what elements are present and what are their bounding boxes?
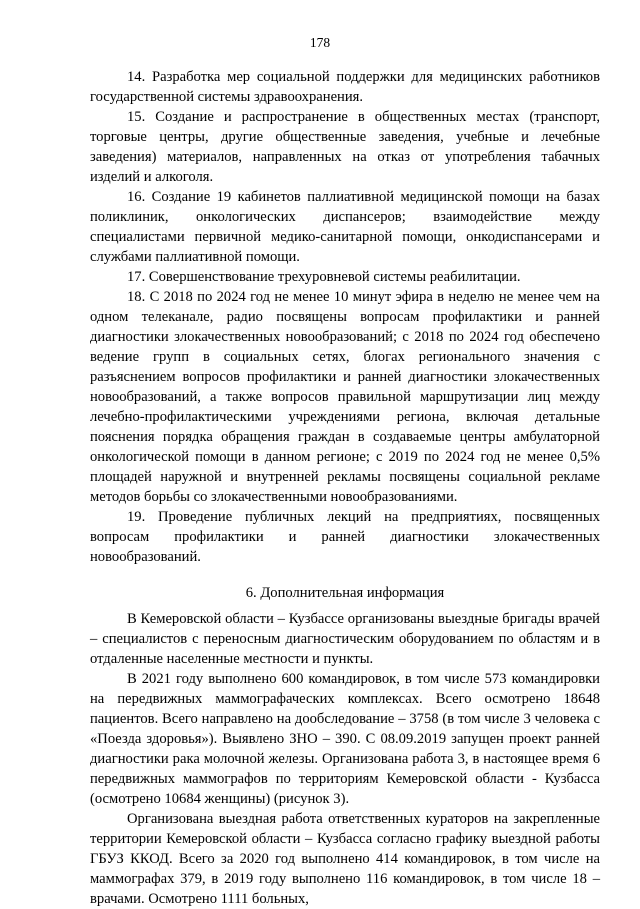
paragraph: Организована выездная работа ответственных кураторов на закрепленные территории Кемеровской области – Кузбасса согласно графику выездной работы ГБУЗ ККОД. Всего за 2020 год выполнено 414 командировок, в том числе на маммографах 379, в 2019 году выполнено 116 командировок, в том числе 18 – врачами. Осмотрено 1111 больных,	[90, 811, 600, 907]
paragraph: В Кемеровской области – Кузбассе организованы выездные бригады врачей – специалистов с переносным диагностическим оборудованием по областям и в отдаленные населенные местности и пункты.	[90, 611, 600, 667]
paragraph: В 2021 году выполнено 600 командировок, в том числе 573 командировки на передвижных маммографаческих комплексах. Всего осмотрено 18648 пациентов. Всего направлено на дообследование – 3758 (в том числе 3 человека с «Поезда здоровья»). Выявлено ЗНО – 390. С 08.09.2019 запущен проект ранней диагностики рака молочной железы. Организована работа 3, в настоящее время 6 передвижных маммографов по территориям Кемеровской области - Кузбасса (осмотрено 10684 женщины) (рисунок 3).	[90, 671, 600, 807]
list-item: 14. Разработка мер социальной поддержки для медицинских работников государственной системы здравоохранения.	[90, 69, 600, 105]
page-number: 178	[309, 35, 331, 50]
list-item: 15. Создание и распространение в общественных местах (транспорт, торговые центры, другие общественные заведения, учебные и лечебные заведения) материалов, направленных на отказ от употребления табачных изделий и алкоголя.	[90, 109, 600, 185]
document-body	[90, 67, 600, 909]
list-item: 17. Совершенствование трехуровневой системы реабилитации.	[127, 269, 521, 285]
section-heading: 6. Дополнительная информация	[245, 585, 445, 601]
list-item: 19. Проведение публичных лекций на предприятиях, посвященных вопросам профилактики и ранней диагностики злокачественных новообразований.	[90, 509, 600, 565]
list-item: 16. Создание 19 кабинетов паллиативной медицинской помощи на базах поликлиник, онкологических диспансеров; взаимодействие между специалистами первичной медико-санитарной помощи, онкодиспансерами и службами паллиативной помощи.	[90, 189, 600, 265]
list-item: 18. С 2018 по 2024 год не менее 10 минут эфира в неделю не менее чем на одном телеканале, радио посвящены вопросам профилактики и ранней диагностики злокачественных новообразований; с 2018 по 2024 год обеспечено ведение групп в социальных сетях, блогах регионального значения с разъяснением вопросов профилактики и ранней диагностики злокачественных новообразований, а также вопросов правильной маршрутизации лиц между лечебно-профилактическими учреждениями региона, включая детальные пояснения порядка обращения граждан в создаваемые центры амбулаторной онкологической помощи в данном регионе; с 2019 по 2024 год не менее 0,5% площадей наружной и внутренней рекламы посвящены социальной рекламе методов борьбы со злокачественными новообразованиями.	[90, 289, 600, 505]
